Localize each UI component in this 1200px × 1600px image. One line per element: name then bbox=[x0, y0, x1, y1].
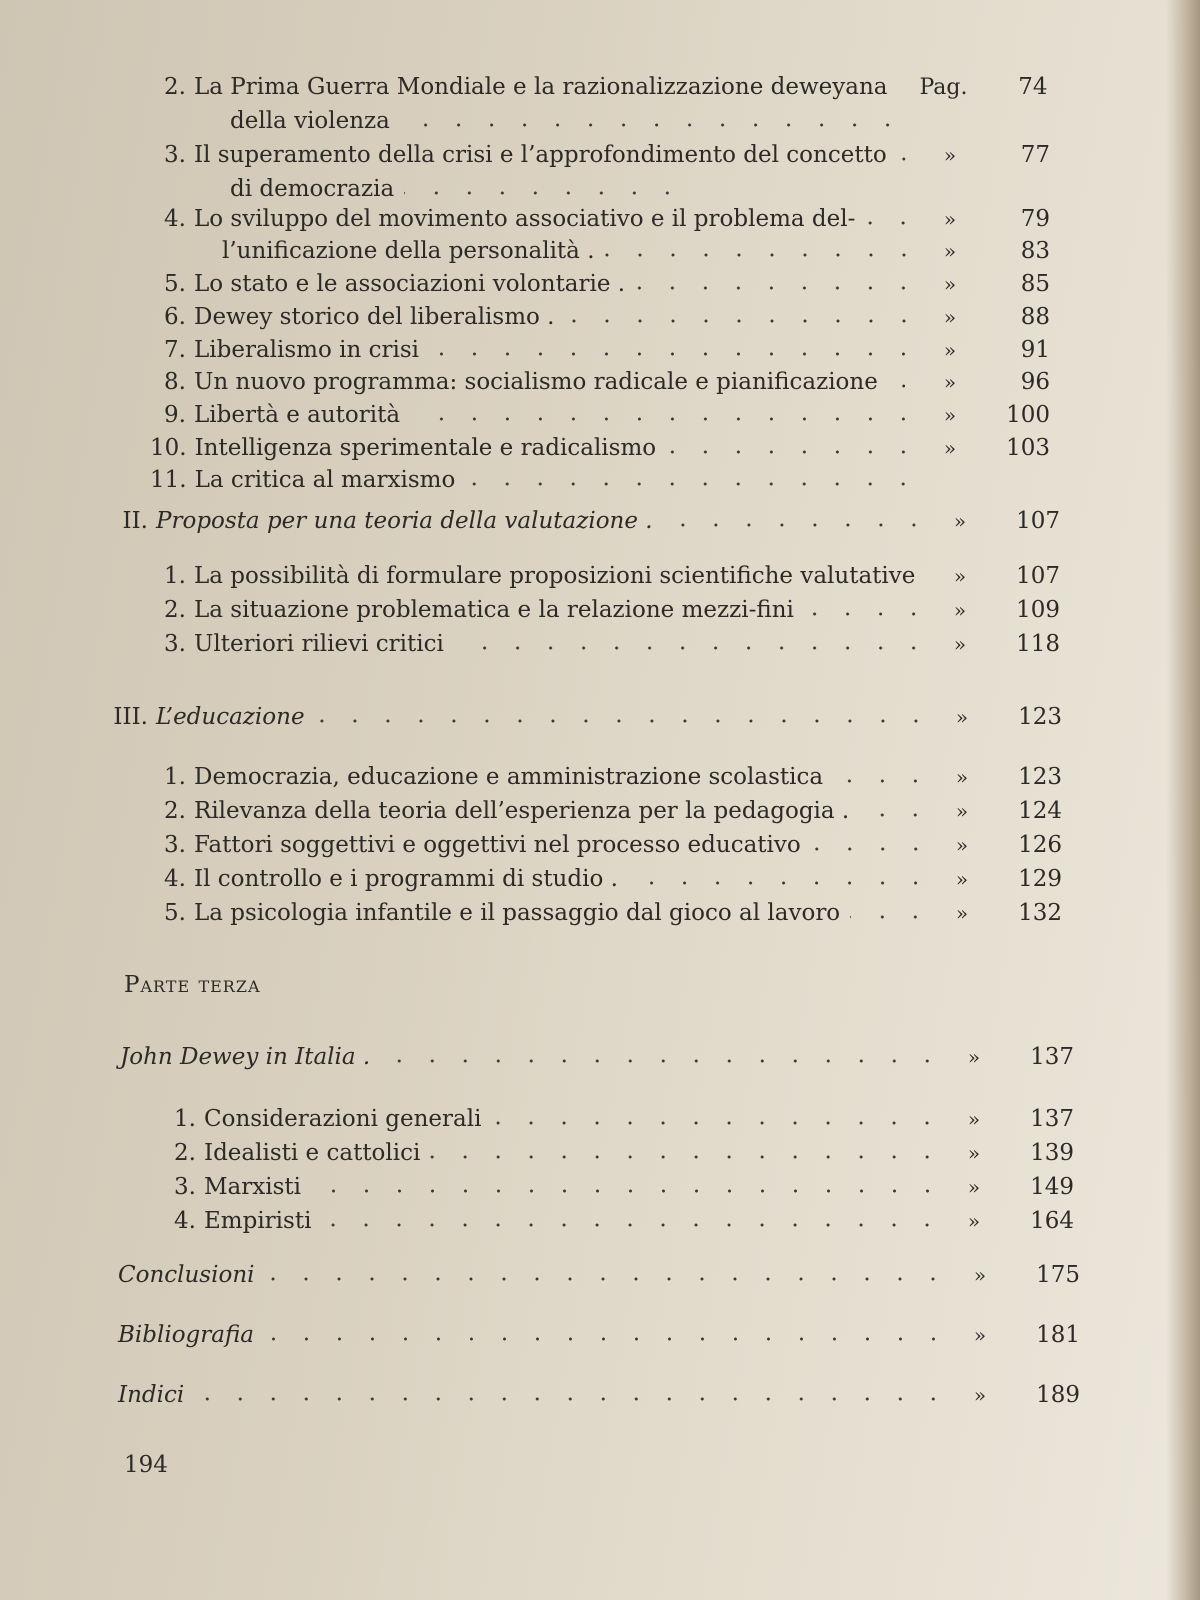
entry-number: 6. bbox=[164, 304, 186, 330]
entry-number: 2. bbox=[164, 74, 186, 100]
entry-title: Il superamento della crisi e l’approfondimento del concetto bbox=[194, 142, 887, 168]
entry-number: 4. bbox=[174, 1208, 196, 1234]
leader-dots bbox=[925, 575, 930, 585]
ditto-mark: » bbox=[967, 1175, 981, 1199]
page-number: 74 bbox=[1018, 74, 1048, 100]
entry-title: Liberalismo in crisi bbox=[194, 337, 420, 363]
chapter-number: III. bbox=[113, 704, 148, 730]
ditto-mark: » bbox=[967, 1141, 981, 1165]
ditto-mark: » bbox=[955, 765, 969, 789]
leader-dots bbox=[628, 878, 932, 888]
leader-dots bbox=[194, 1394, 950, 1404]
entry-title: Il controllo e i programmi di studio . bbox=[194, 866, 618, 892]
entry-number: 3. bbox=[174, 1174, 196, 1200]
ditto-mark: » bbox=[943, 370, 957, 394]
leader-dots bbox=[605, 250, 920, 260]
page-number: 123 bbox=[1018, 764, 1062, 790]
entry-number: 3. bbox=[164, 631, 186, 657]
leader-dots bbox=[859, 810, 932, 820]
entry-title: La critica al marxismo bbox=[194, 467, 456, 493]
entry-number: 5. bbox=[164, 271, 186, 297]
page-number: 126 bbox=[1018, 832, 1062, 858]
toc-entry-III-5 bbox=[150, 900, 1062, 934]
entry-title: Rilevanza della teoria dell’esperienza per la pedagogia . bbox=[194, 798, 850, 824]
entry-title-cont: l’unificazione della personalità . bbox=[222, 238, 595, 264]
ditto-mark: » bbox=[943, 272, 957, 296]
leader-dots bbox=[430, 1152, 944, 1162]
folio-page-number: 194 bbox=[124, 1452, 168, 1478]
pag-label: Pag. bbox=[919, 75, 968, 100]
entry-title: La situazione problematica e la relazione mezzi-fini bbox=[194, 597, 794, 623]
leader-dots bbox=[311, 1186, 944, 1196]
page-number: 137 bbox=[1030, 1106, 1074, 1132]
ditto-mark: » bbox=[973, 1383, 987, 1407]
leader-dots bbox=[410, 414, 920, 424]
leader-dots bbox=[888, 381, 920, 391]
page-number: 85 bbox=[1020, 271, 1050, 297]
page-number: 164 bbox=[1030, 1208, 1074, 1234]
ditto-mark: » bbox=[943, 207, 957, 231]
page-number: 123 bbox=[1018, 704, 1062, 730]
entry-number: 2. bbox=[174, 1140, 196, 1166]
toc-entry-4-8 bbox=[150, 369, 1050, 403]
entry-number: 2. bbox=[164, 597, 186, 623]
leader-dots bbox=[666, 447, 920, 457]
entry-title: Bibliografia bbox=[118, 1322, 255, 1348]
page-number: 149 bbox=[1030, 1174, 1074, 1200]
entry-title: La psicologia infantile e il passaggio dal gioco al lavoro bbox=[194, 900, 841, 926]
toc-entry-3-2 bbox=[160, 1140, 1074, 1174]
toc-entry-III-2 bbox=[150, 798, 1062, 832]
entry-title: Idealisti e cattolici bbox=[204, 1140, 421, 1166]
entry-number: 10. bbox=[150, 435, 187, 461]
toc-entry-II-2 bbox=[150, 597, 1060, 631]
page-number: 139 bbox=[1030, 1140, 1074, 1166]
entry-title-cont: di democrazia bbox=[230, 176, 395, 202]
toc-entry-4-6 bbox=[150, 304, 1050, 338]
page-number: 107 bbox=[1016, 563, 1060, 589]
entry-number: 5. bbox=[164, 900, 186, 926]
entry-number: 4. bbox=[164, 866, 186, 892]
page-number: 77 bbox=[1020, 142, 1050, 168]
toc-entry-3-1 bbox=[160, 1106, 1074, 1140]
toc-bibliografia bbox=[118, 1322, 1080, 1356]
entry-title: Empiristi bbox=[204, 1208, 312, 1234]
toc-entry-4-7 bbox=[150, 337, 1050, 371]
toc-entry-4-9 bbox=[150, 402, 1050, 436]
ditto-mark: » bbox=[953, 509, 967, 533]
leader-dots bbox=[465, 479, 920, 489]
ditto-mark: » bbox=[973, 1263, 987, 1287]
chapter-title: John Dewey in Italia . bbox=[120, 1044, 371, 1070]
entry-number: 8. bbox=[164, 369, 186, 395]
ditto-mark: » bbox=[955, 867, 969, 891]
toc-entry-4-3-line1 bbox=[150, 142, 1050, 176]
page-number: 91 bbox=[1020, 337, 1050, 363]
entry-title: Intelligenza sperimentale e radicalismo bbox=[194, 435, 657, 461]
ditto-mark: » bbox=[953, 632, 967, 656]
leader-dots bbox=[321, 1220, 944, 1230]
entry-title: Democrazia, educazione e amministrazione scolastica bbox=[194, 764, 824, 790]
toc-entry-4-4-line1 bbox=[150, 206, 1050, 240]
entry-title: La possibilità di formulare proposizioni scientifiche valutative bbox=[194, 563, 916, 589]
toc-chapter-III bbox=[112, 704, 1062, 738]
page-number: 124 bbox=[1018, 798, 1062, 824]
leader-dots bbox=[804, 609, 930, 619]
part-three-label: Parte terza bbox=[124, 972, 261, 998]
entry-title: Ulteriori rilievi critici bbox=[194, 631, 444, 657]
toc-entry-4-3-line2 bbox=[194, 176, 694, 210]
toc-entry-II-3 bbox=[150, 631, 1060, 665]
entry-title: Considerazioni generali bbox=[204, 1106, 482, 1132]
page-number: 103 bbox=[1006, 435, 1050, 461]
leader-dots bbox=[264, 1274, 950, 1284]
ditto-mark: » bbox=[955, 799, 969, 823]
leader-dots bbox=[380, 1056, 944, 1066]
entry-number: 11. bbox=[150, 467, 187, 493]
toc-conclusioni bbox=[118, 1262, 1080, 1296]
toc-entry-III-1 bbox=[150, 764, 1062, 798]
entry-title: La Prima Guerra Mondiale e la razionalizzazione deweyana bbox=[194, 74, 888, 100]
entry-number: 2. bbox=[164, 798, 186, 824]
chapter-number: II. bbox=[122, 508, 148, 534]
ditto-mark: » bbox=[953, 564, 967, 588]
leader-dots bbox=[315, 716, 932, 726]
leader-dots bbox=[454, 643, 930, 653]
ditto-mark: » bbox=[943, 305, 957, 329]
leader-dots bbox=[897, 154, 920, 164]
ditto-mark: » bbox=[943, 436, 957, 460]
page-number: 79 bbox=[1020, 206, 1050, 232]
leader-dots bbox=[429, 349, 920, 359]
entry-number: 9. bbox=[164, 402, 186, 428]
toc-entry-4-2-line2 bbox=[194, 108, 914, 142]
ditto-mark: » bbox=[967, 1045, 981, 1069]
ditto-mark: » bbox=[973, 1323, 987, 1347]
leader-dots bbox=[404, 188, 684, 198]
entry-title: Indici bbox=[118, 1382, 185, 1408]
ditto-mark: » bbox=[943, 239, 957, 263]
page-number: 96 bbox=[1020, 369, 1050, 395]
leader-dots bbox=[400, 120, 904, 130]
ditto-mark: » bbox=[943, 403, 957, 427]
leader-dots bbox=[663, 520, 930, 530]
leader-dots bbox=[491, 1118, 944, 1128]
entry-number: 3. bbox=[164, 142, 186, 168]
toc-entry-4-2-line1 bbox=[150, 74, 1050, 108]
entry-number: 1. bbox=[164, 563, 186, 589]
entry-number: 1. bbox=[164, 764, 186, 790]
toc-entry-4-10 bbox=[150, 435, 1050, 469]
entry-number: 1. bbox=[174, 1106, 196, 1132]
entry-number: 7. bbox=[164, 337, 186, 363]
toc-entry-3-3 bbox=[160, 1174, 1074, 1208]
ditto-mark: » bbox=[943, 143, 957, 167]
ditto-mark: » bbox=[955, 705, 969, 729]
entry-number: 4. bbox=[164, 206, 186, 232]
page-number: 107 bbox=[1016, 508, 1060, 534]
entry-title: Marxisti bbox=[204, 1174, 301, 1200]
page-number: 137 bbox=[1030, 1044, 1074, 1070]
entry-title: Dewey storico del liberalismo . bbox=[194, 304, 555, 330]
leader-dots bbox=[865, 218, 920, 228]
ditto-mark: » bbox=[943, 338, 957, 362]
chapter-title: Proposta per una teoria della valutazione . bbox=[156, 508, 653, 534]
entry-title: Libertà e autorità bbox=[194, 402, 401, 428]
entry-title-cont: della violenza bbox=[230, 108, 390, 134]
page-number: 118 bbox=[1016, 631, 1060, 657]
toc-entry-4-5 bbox=[150, 271, 1050, 305]
entry-title: Un nuovo programma: socialismo radicale e pianificazione bbox=[194, 369, 878, 395]
toc-entry-II-1 bbox=[150, 563, 1060, 597]
page-number: 181 bbox=[1036, 1322, 1080, 1348]
toc-entry-4-11 bbox=[150, 467, 930, 501]
ditto-mark: » bbox=[953, 598, 967, 622]
page-number: 109 bbox=[1016, 597, 1060, 623]
entry-title: Lo stato e le associazioni volontarie . bbox=[194, 271, 626, 297]
chapter-title: L’educazione bbox=[156, 704, 305, 730]
ditto-mark: » bbox=[967, 1209, 981, 1233]
entry-title: Conclusioni bbox=[118, 1262, 255, 1288]
entry-number: 3. bbox=[164, 832, 186, 858]
ditto-mark: » bbox=[967, 1107, 981, 1131]
page-number: 132 bbox=[1018, 900, 1062, 926]
page-number: 189 bbox=[1036, 1382, 1080, 1408]
entry-title: Fattori soggettivi e oggettivi nel processo educativo bbox=[194, 832, 801, 858]
leader-dots bbox=[833, 776, 932, 786]
page-number: 175 bbox=[1036, 1262, 1080, 1288]
page-number: 88 bbox=[1020, 304, 1050, 330]
toc-indici bbox=[118, 1382, 1080, 1416]
page-number: 83 bbox=[1020, 238, 1050, 264]
leader-dots bbox=[635, 283, 920, 293]
entry-title: Lo sviluppo del movimento associativo e il problema del- bbox=[194, 206, 856, 232]
leader-dots bbox=[264, 1334, 950, 1344]
toc-part-three-chapter bbox=[120, 1044, 1074, 1078]
leader-dots bbox=[565, 316, 921, 326]
toc-entry-4-4-line2 bbox=[194, 238, 1050, 272]
toc-entry-3-4 bbox=[160, 1208, 1074, 1242]
leader-dots bbox=[850, 912, 932, 922]
toc-entry-III-3 bbox=[150, 832, 1062, 866]
leader-dots bbox=[811, 844, 932, 854]
toc-entry-III-4 bbox=[150, 866, 1062, 900]
page-number: 129 bbox=[1018, 866, 1062, 892]
toc-chapter-II bbox=[112, 508, 1060, 542]
ditto-mark: » bbox=[955, 833, 969, 857]
page-number: 100 bbox=[1006, 402, 1050, 428]
ditto-mark: » bbox=[955, 901, 969, 925]
